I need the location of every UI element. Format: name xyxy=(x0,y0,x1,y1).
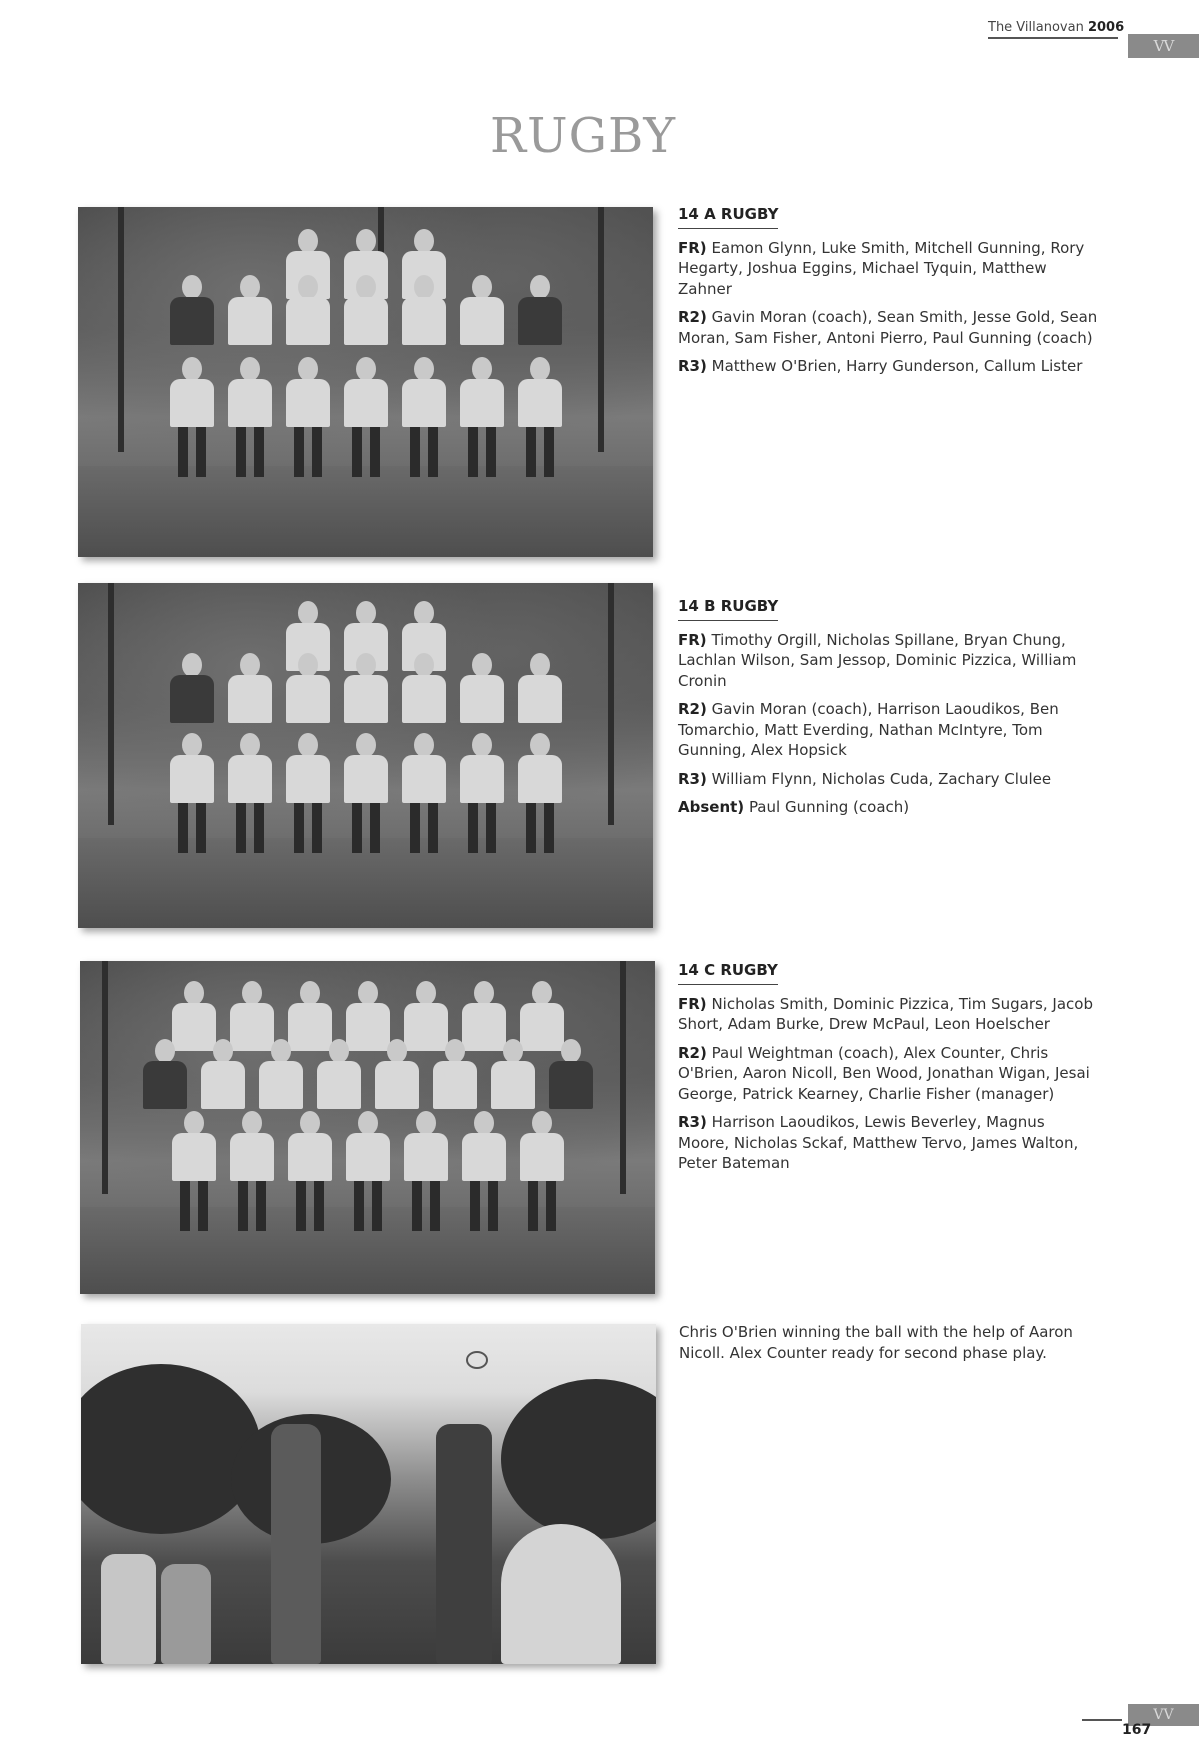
photo-caption: Chris O'Brien winning the ball with the help of Aaron Nicoll. Alex Counter ready for second phase play. xyxy=(679,1323,1073,1362)
team-photo-14c xyxy=(80,961,655,1294)
publication-year: 2006 xyxy=(1087,20,1125,35)
footer-rule xyxy=(1082,1719,1122,1721)
team-heading: 14 B RUGBY xyxy=(678,596,778,621)
publication-name: The Villanovan xyxy=(988,20,1084,35)
publication-header xyxy=(988,20,1124,35)
roster-row-second: R2) Paul Weightman (coach), Alex Counter, Chris O'Brien, Aaron Nicoll, Ben Wood, Jonathan Wigan, Jesai George, Patrick Kearney, Charlie Fisher (manager) xyxy=(678,1043,1090,1103)
team-roster-14b xyxy=(678,596,1098,826)
team-roster-14a xyxy=(678,204,1098,385)
roster-row-front: FR) Timothy Orgill, Nicholas Spillane, Bryan Chung, Lachlan Wilson, Sam Jessop, Dominic Pizzica, William Cronin xyxy=(678,630,1077,690)
roster-row-third: R3) Harrison Laoudikos, Lewis Beverley, Magnus Moore, Nicholas Sckaf, Matthew Tervo, James Walton, Peter Bateman xyxy=(678,1113,1079,1172)
roster-row-front: FR) Eamon Glynn, Luke Smith, Mitchell Gunning, Rory Hegarty, Joshua Eggins, Michael Tyquin, Matthew Zahner xyxy=(678,238,1085,298)
roster-row-front: FR) Nicholas Smith, Dominic Pizzica, Tim Sugars, Jacob Short, Adam Burke, Drew McPaul, Leon Hoelscher xyxy=(678,994,1093,1033)
team-heading: 14 C RUGBY xyxy=(678,960,778,985)
page-title: RUGBY xyxy=(490,108,677,164)
team-photo-14b xyxy=(78,583,653,928)
header-rule xyxy=(988,37,1118,39)
team-photo-14a xyxy=(78,207,653,557)
roster-row-third: R3) William Flynn, Nicholas Cuda, Zachary Clulee xyxy=(678,769,1052,788)
school-logo-footer: VV xyxy=(1128,1704,1199,1726)
team-heading: 14 A RUGBY xyxy=(678,204,778,229)
team-roster-14c xyxy=(678,960,1098,1182)
lineout-action-photo xyxy=(81,1324,656,1664)
rugby-ball xyxy=(466,1351,488,1369)
roster-row-second: R2) Gavin Moran (coach), Sean Smith, Jesse Gold, Sean Moran, Sam Fisher, Antoni Pierro, Paul Gunning (coach) xyxy=(678,308,1098,347)
page-number: 167 xyxy=(1122,1722,1152,1738)
school-logo-header: VV xyxy=(1128,34,1199,58)
roster-row-third: R3) Matthew O'Brien, Harry Gunderson, Callum Lister xyxy=(678,357,1083,375)
roster-row-absent: Absent) Paul Gunning (coach) xyxy=(678,798,910,816)
roster-row-second: R2) Gavin Moran (coach), Harrison Laoudikos, Ben Tomarchio, Matt Everding, Nathan McIntyre, Tom Gunning, Alex Hopsick xyxy=(678,700,1059,759)
